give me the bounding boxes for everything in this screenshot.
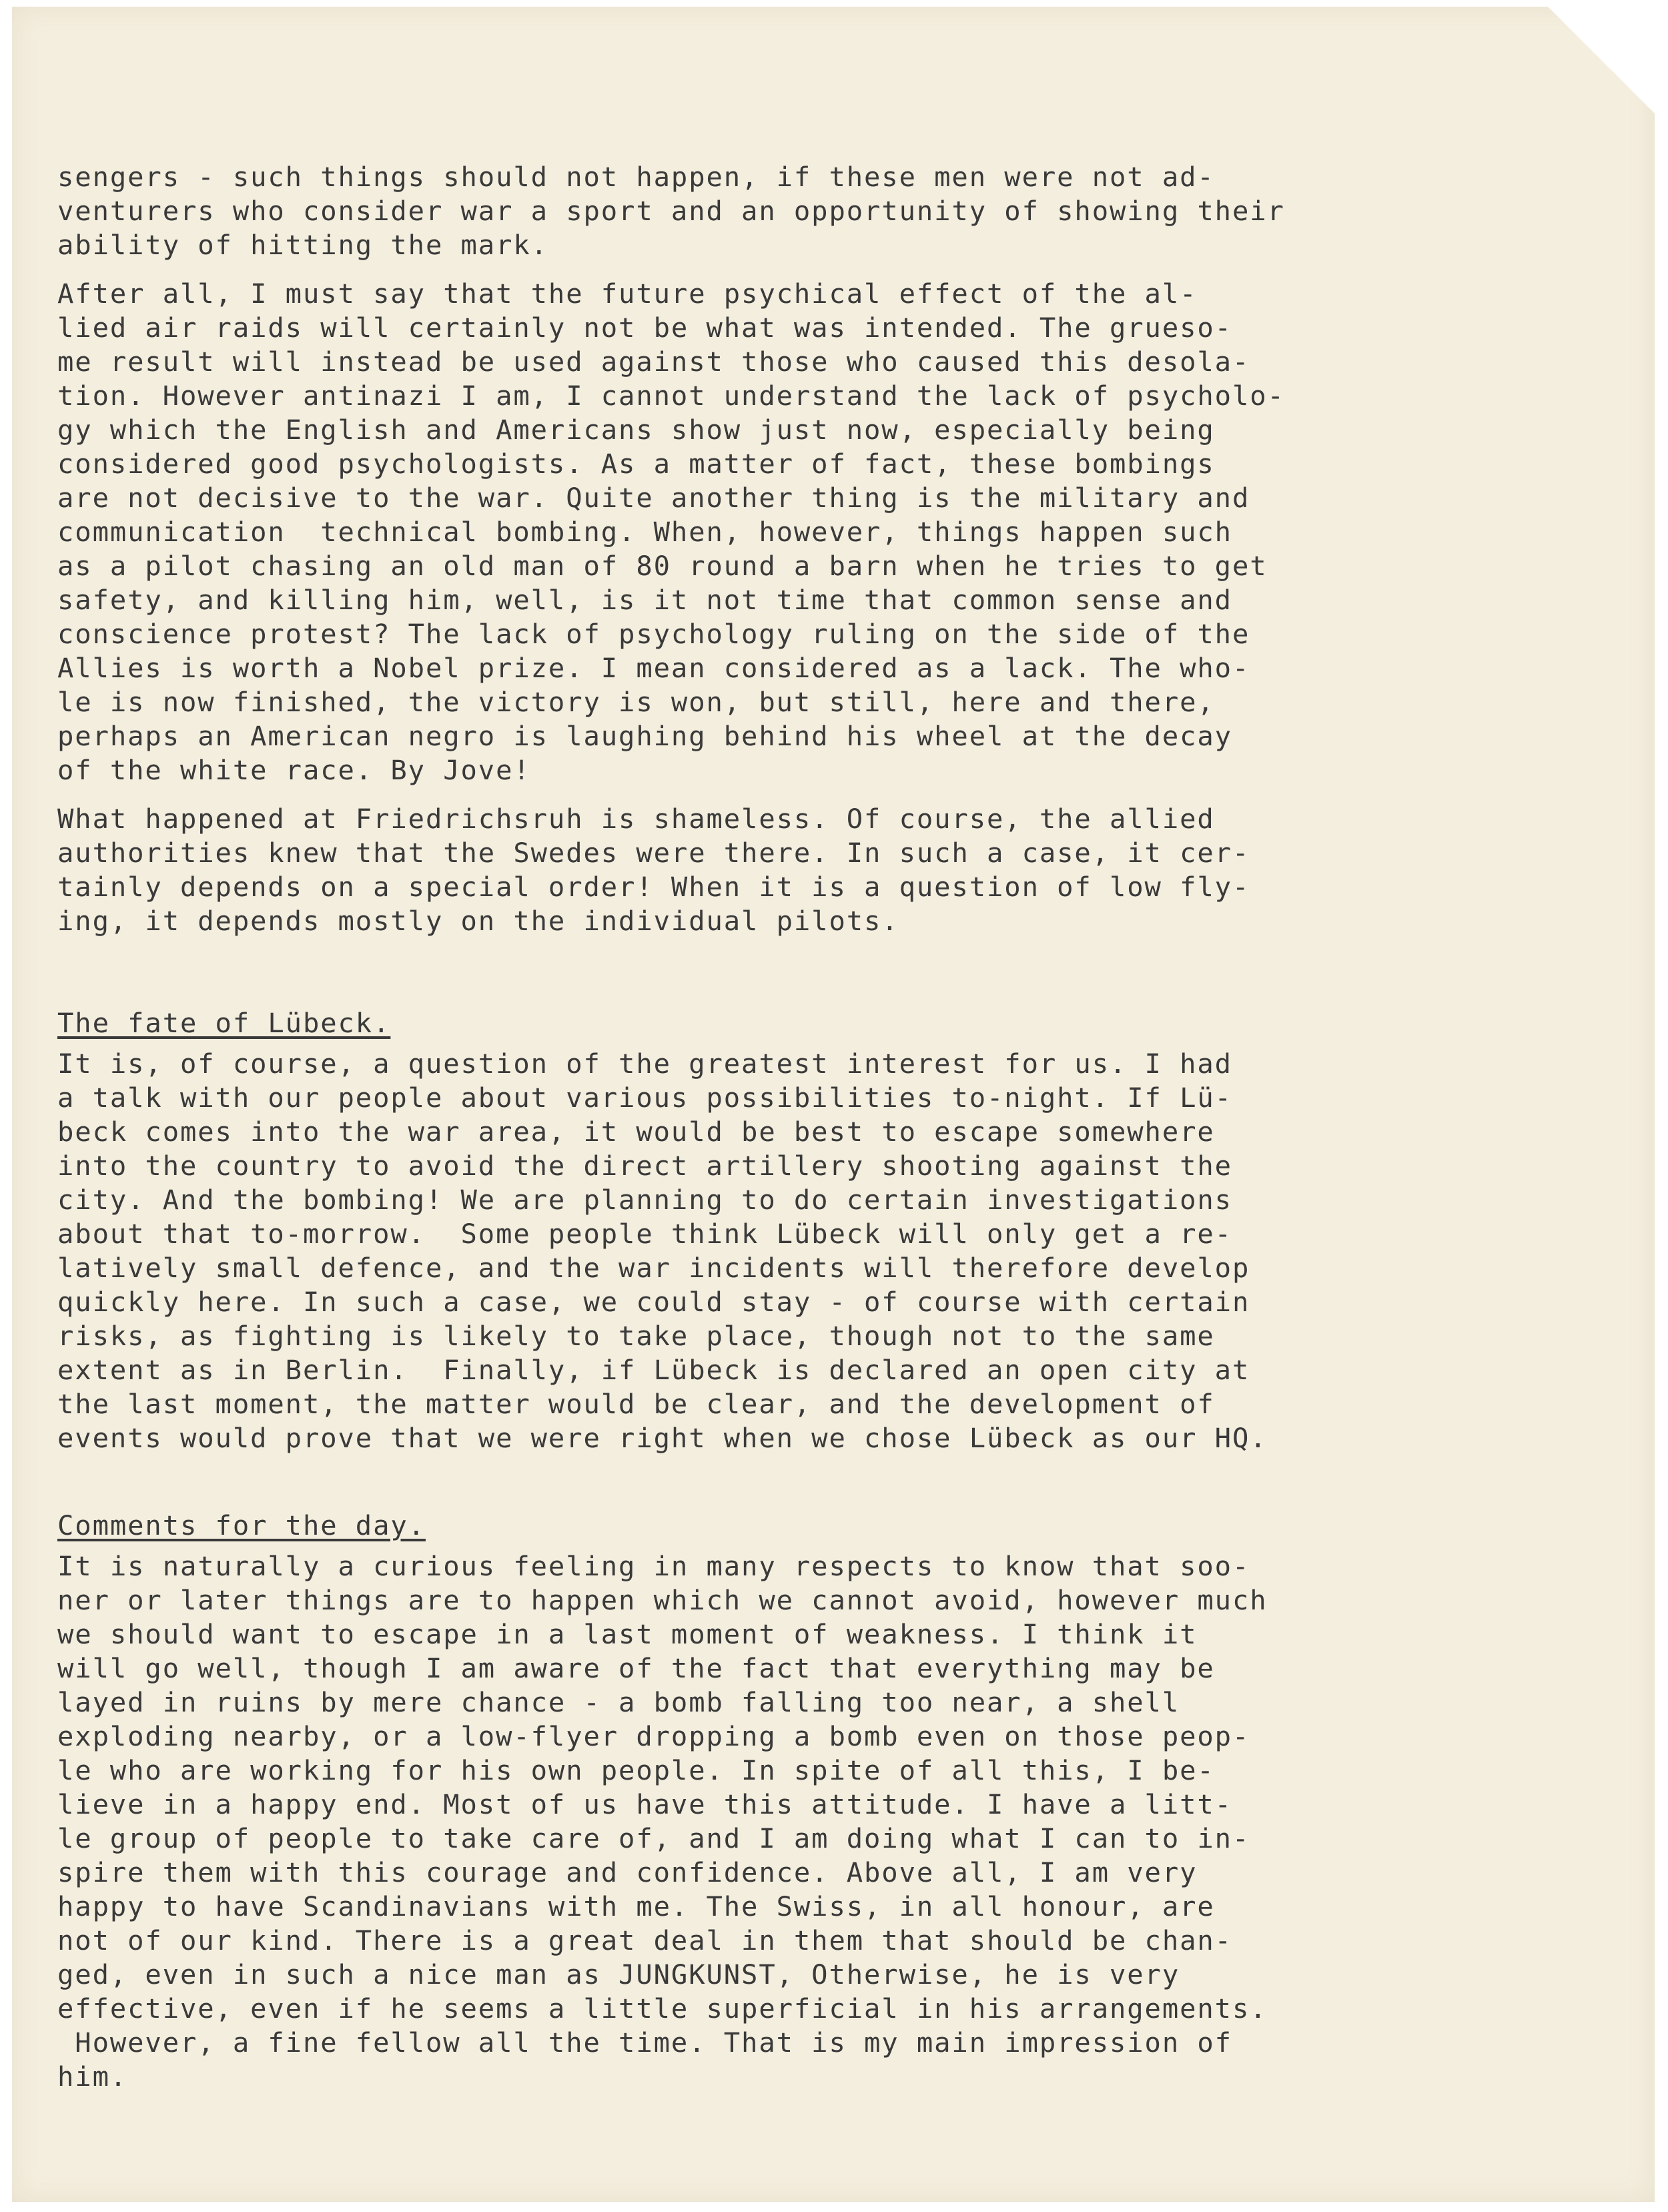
text-line: the last moment, the matter would be clear, and the development of — [57, 1388, 1215, 1420]
text-line: happy to have Scandinavians with me. The Swiss, in all honour, are — [57, 1890, 1215, 1922]
text-line: events would prove that we were right when we chose Lübeck as our HQ. — [57, 1422, 1268, 1454]
section-comments — [57, 1509, 1458, 2094]
text-line: However, a fine fellow all the time. That is my main impression of — [57, 2026, 1232, 2059]
page-body — [57, 160, 1458, 2094]
text-line: tion. However antinazi I am, I cannot understand the lack of psycholo- — [57, 380, 1285, 412]
text-line: safety, and killing him, well, is it not time that common sense and — [57, 584, 1232, 616]
text-line: lieve in a happy end. Most of us have this attitude. I have a litt- — [57, 1788, 1232, 1820]
text-line: risks, as fighting is likely to take place, though not to the same — [57, 1320, 1215, 1352]
text-line: tainly depends on a special order! When it is a question of low fly- — [57, 871, 1250, 903]
text-line: considered good psychologists. As a matter of fact, these bombings — [57, 448, 1215, 480]
text-line: are not decisive to the war. Quite another thing is the military and — [57, 482, 1250, 514]
text-line: It is naturally a curious feeling in many respects to know that soo- — [57, 1550, 1250, 1582]
text-line: ner or later things are to happen which we cannot avoid, however much — [57, 1584, 1268, 1616]
text-line: It is, of course, a question of the greatest interest for us. I had — [57, 1048, 1232, 1080]
text-line: we should want to escape in a last moment of weakness. I think it — [57, 1618, 1198, 1650]
text-line: ing, it depends mostly on the individual pilots. — [57, 905, 899, 937]
text-line: spire them with this courage and confidence. Above all, I am very — [57, 1856, 1198, 1888]
text-line: ability of hitting the mark. — [57, 229, 548, 261]
text-line: What happened at Friedrichsruh is shameless. Of course, the allied — [57, 803, 1215, 835]
text-line: city. And the bombing! We are planning to do certain investigations — [57, 1184, 1232, 1216]
text-line: him. — [57, 2061, 128, 2093]
paragraph-intro — [57, 160, 1458, 262]
text-line: ged, even in such a nice man as JUNGKUNST, Otherwise, he is very — [57, 1958, 1180, 1990]
text-line: le is now finished, the victory is won, but still, here and there, — [57, 686, 1215, 718]
text-line: latively small defence, and the war incidents will therefore develop — [57, 1252, 1250, 1284]
page-corner-fold — [1548, 7, 1655, 113]
text-line: as a pilot chasing an old man of 80 round a barn when he tries to get — [57, 550, 1268, 582]
text-line: le who are working for his own people. In spite of all this, I be- — [57, 1754, 1215, 1786]
text-line: perhaps an American negro is laughing behind his wheel at the decay — [57, 720, 1232, 752]
text-line: gy which the English and Americans show just now, especially being — [57, 414, 1215, 446]
text-line: communication technical bombing. When, however, things happen such — [57, 516, 1232, 548]
text-line: quickly here. In such a case, we could stay - of course with certain — [57, 1286, 1250, 1318]
section-heading-comments: Comments for the day. — [57, 1509, 426, 1541]
text-line: will go well, though I am aware of the fact that everything may be — [57, 1652, 1215, 1684]
text-line: authorities knew that the Swedes were there. In such a case, it cer- — [57, 837, 1250, 869]
paragraph-friedrichsruh — [57, 802, 1458, 938]
text-line: sengers - such things should not happen, if these men were not ad- — [57, 161, 1215, 193]
section-lubeck — [57, 1006, 1458, 1455]
text-line: After all, I must say that the future psychical effect of the al- — [57, 278, 1198, 310]
paragraph-psychology — [57, 277, 1458, 787]
text-line: Allies is worth a Nobel prize. I mean considered as a lack. The who- — [57, 652, 1250, 684]
text-line: me result will instead be used against those who caused this desola- — [57, 346, 1250, 378]
section-heading-lubeck: The fate of Lübeck. — [57, 1007, 391, 1039]
text-line: venturers who consider war a sport and an opportunity of showing their — [57, 195, 1285, 227]
text-line: not of our kind. There is a great deal in them that should be chan- — [57, 1924, 1232, 1956]
text-line: into the country to avoid the direct artillery shooting against the — [57, 1150, 1232, 1182]
text-line: effective, even if he seems a little superficial in his arrangements. — [57, 1992, 1268, 2024]
text-line: le group of people to take care of, and I am doing what I can to in- — [57, 1822, 1250, 1854]
text-line: extent as in Berlin. Finally, if Lübeck is declared an open city at — [57, 1354, 1250, 1386]
text-line: conscience protest? The lack of psychology ruling on the side of the — [57, 618, 1250, 650]
typewritten-page — [12, 7, 1655, 2202]
text-line: exploding nearby, or a low-flyer dropping a bomb even on those peop- — [57, 1720, 1250, 1752]
text-line: a talk with our people about various possibilities to-night. If Lü- — [57, 1082, 1232, 1114]
text-line: about that to-morrow. Some people think Lübeck will only get a re- — [57, 1218, 1232, 1250]
text-line: layed in ruins by mere chance - a bomb falling too near, a shell — [57, 1686, 1180, 1718]
text-line: of the white race. By Jove! — [57, 754, 531, 786]
text-line: lied air raids will certainly not be what was intended. The grueso- — [57, 312, 1232, 344]
text-line: beck comes into the war area, it would be best to escape somewhere — [57, 1116, 1215, 1148]
